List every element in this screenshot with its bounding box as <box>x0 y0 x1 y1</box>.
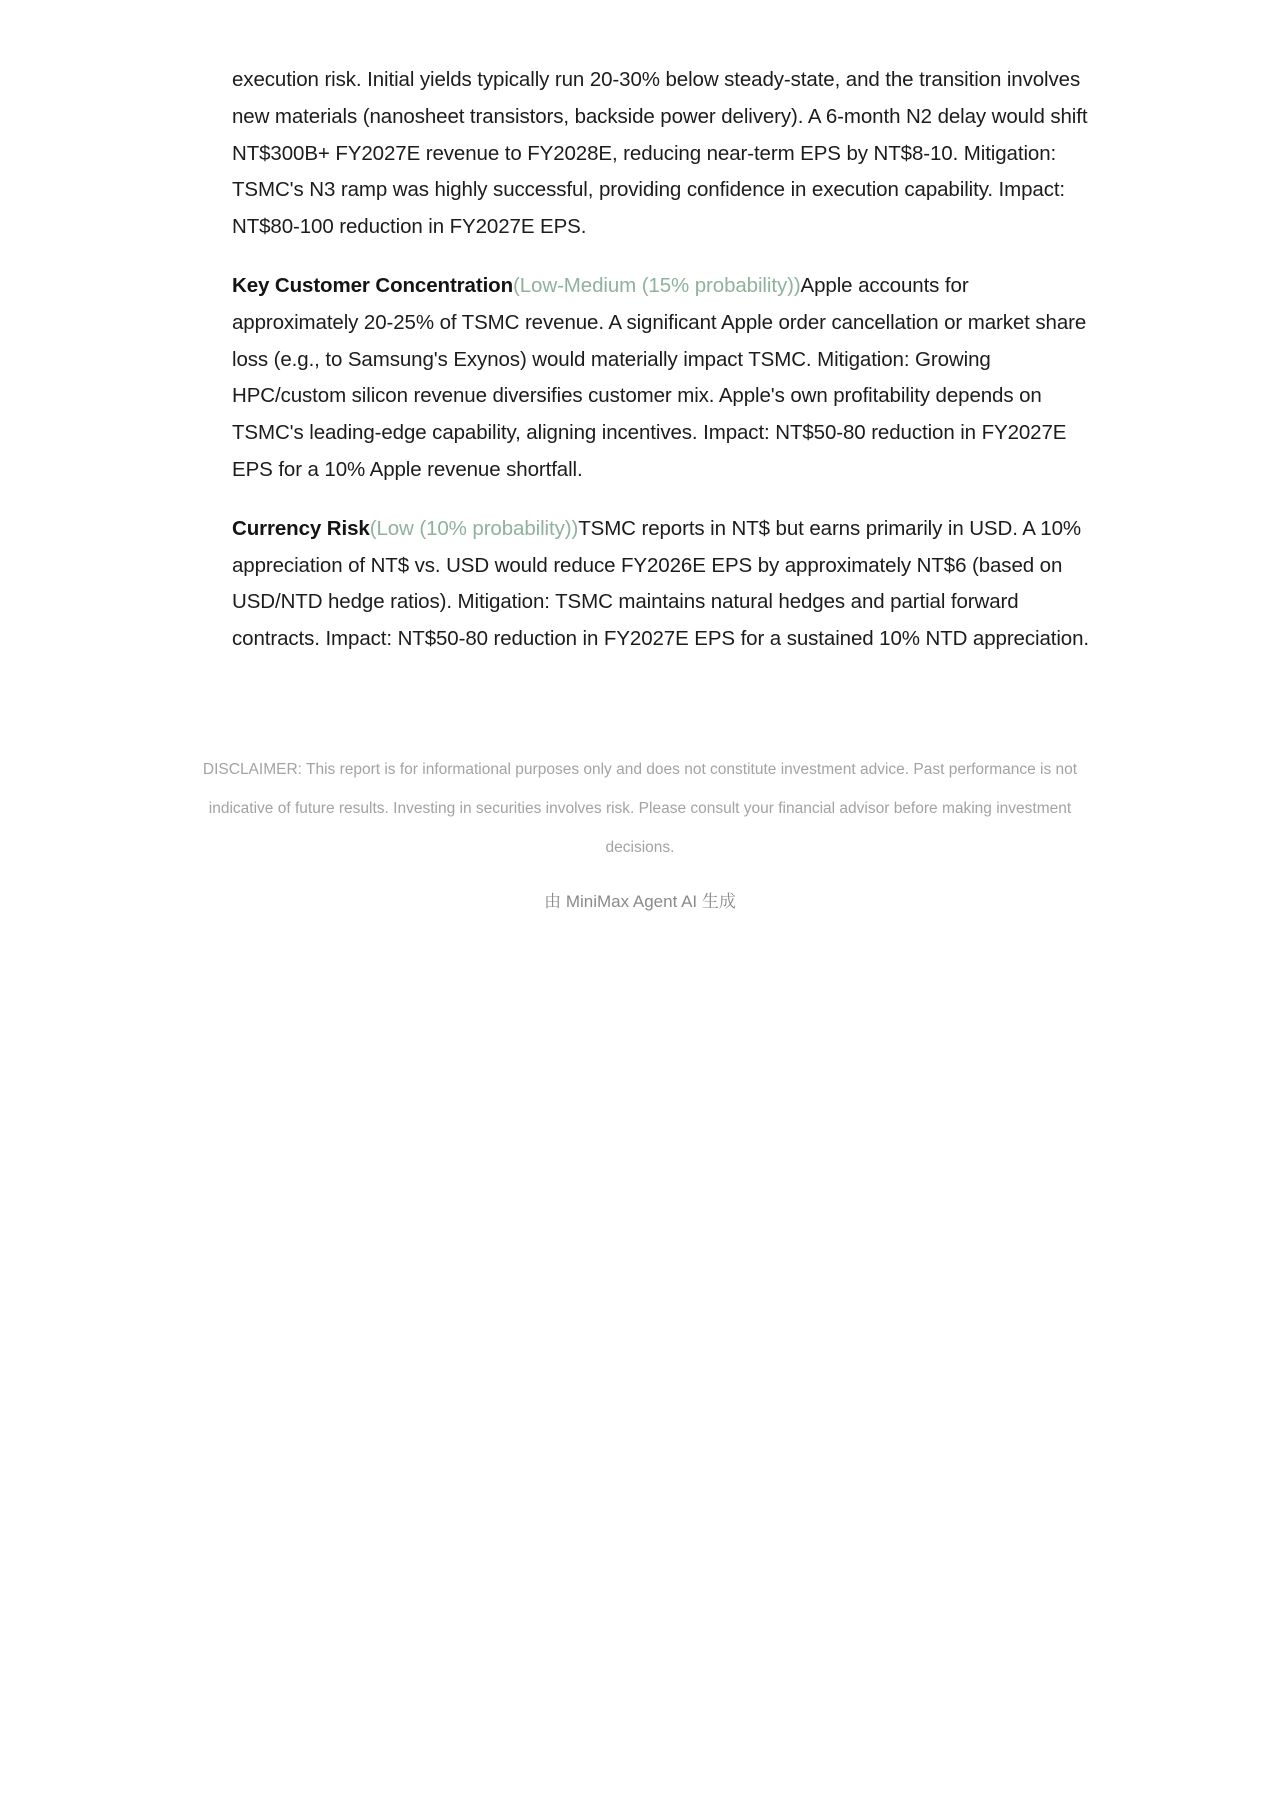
currency-risk-text: TSMC reports in NT$ but earns primarily in USD. A 10% appreciation of NT$ vs. USD would reduce FY2026E EPS by approximately NT$6 (based on USD/NTD hedge ratios). Mitigation: TSMC maintains natural hedges and partial forward contracts. Impact: NT$50-80 reduction in FY2027E EPS for a sustained 10% NTD appreciation. <box>232 516 1089 651</box>
currency-risk-paragraph <box>232 511 1092 658</box>
execution-risk-text: execution risk. Initial yields typically run 20-30% below steady-state, and the transition involves new materials (nanosheet transistors, backside power delivery). A 6-month N2 delay would shift NT$300B+ FY2027E revenue to FY2028E, reducing near-term EPS by NT$8-10. Mitigation: TSMC's N3 ramp was highly successful, providing confidence in execution capability. Impact: NT$80-100 reduction in FY2027E EPS. <box>232 68 1088 239</box>
risk-section <box>232 62 1092 680</box>
generated-by-footer: 由 MiniMax Agent AI 生成 <box>544 892 736 911</box>
currency-risk-probability: (Low (10% probability)) <box>369 516 579 540</box>
customer-concentration-probability: (Low-Medium (15% probability)) <box>513 273 801 297</box>
customer-concentration-title: Key Customer Concentration <box>232 273 514 297</box>
currency-risk-title: Currency Risk <box>232 516 370 540</box>
customer-concentration-text: Apple accounts for approximately 20-25% of TSMC revenue. A significant Apple order cancellation or market share loss (e.g., to Samsung's Exynos) would materially impact TSMC. Mitigation: Growing HPC/custom silicon revenue diversifies customer mix. Apple's own profitability depends on TSMC's leading-edge capability, aligning incentives. Impact: NT$50-80 reduction in FY2027E EPS for a 10% Apple revenue shortfall. <box>232 273 1087 481</box>
disclaimer-text: DISCLAIMER: This report is for informational purposes only and does not constitute investment advice. Past performance is not indicative of future results. Investing in securities involves risk. Please consult your financial advisor before making investment decisions. <box>202 761 1078 856</box>
customer-concentration-paragraph <box>232 268 1092 489</box>
execution-risk-paragraph <box>232 62 1092 246</box>
